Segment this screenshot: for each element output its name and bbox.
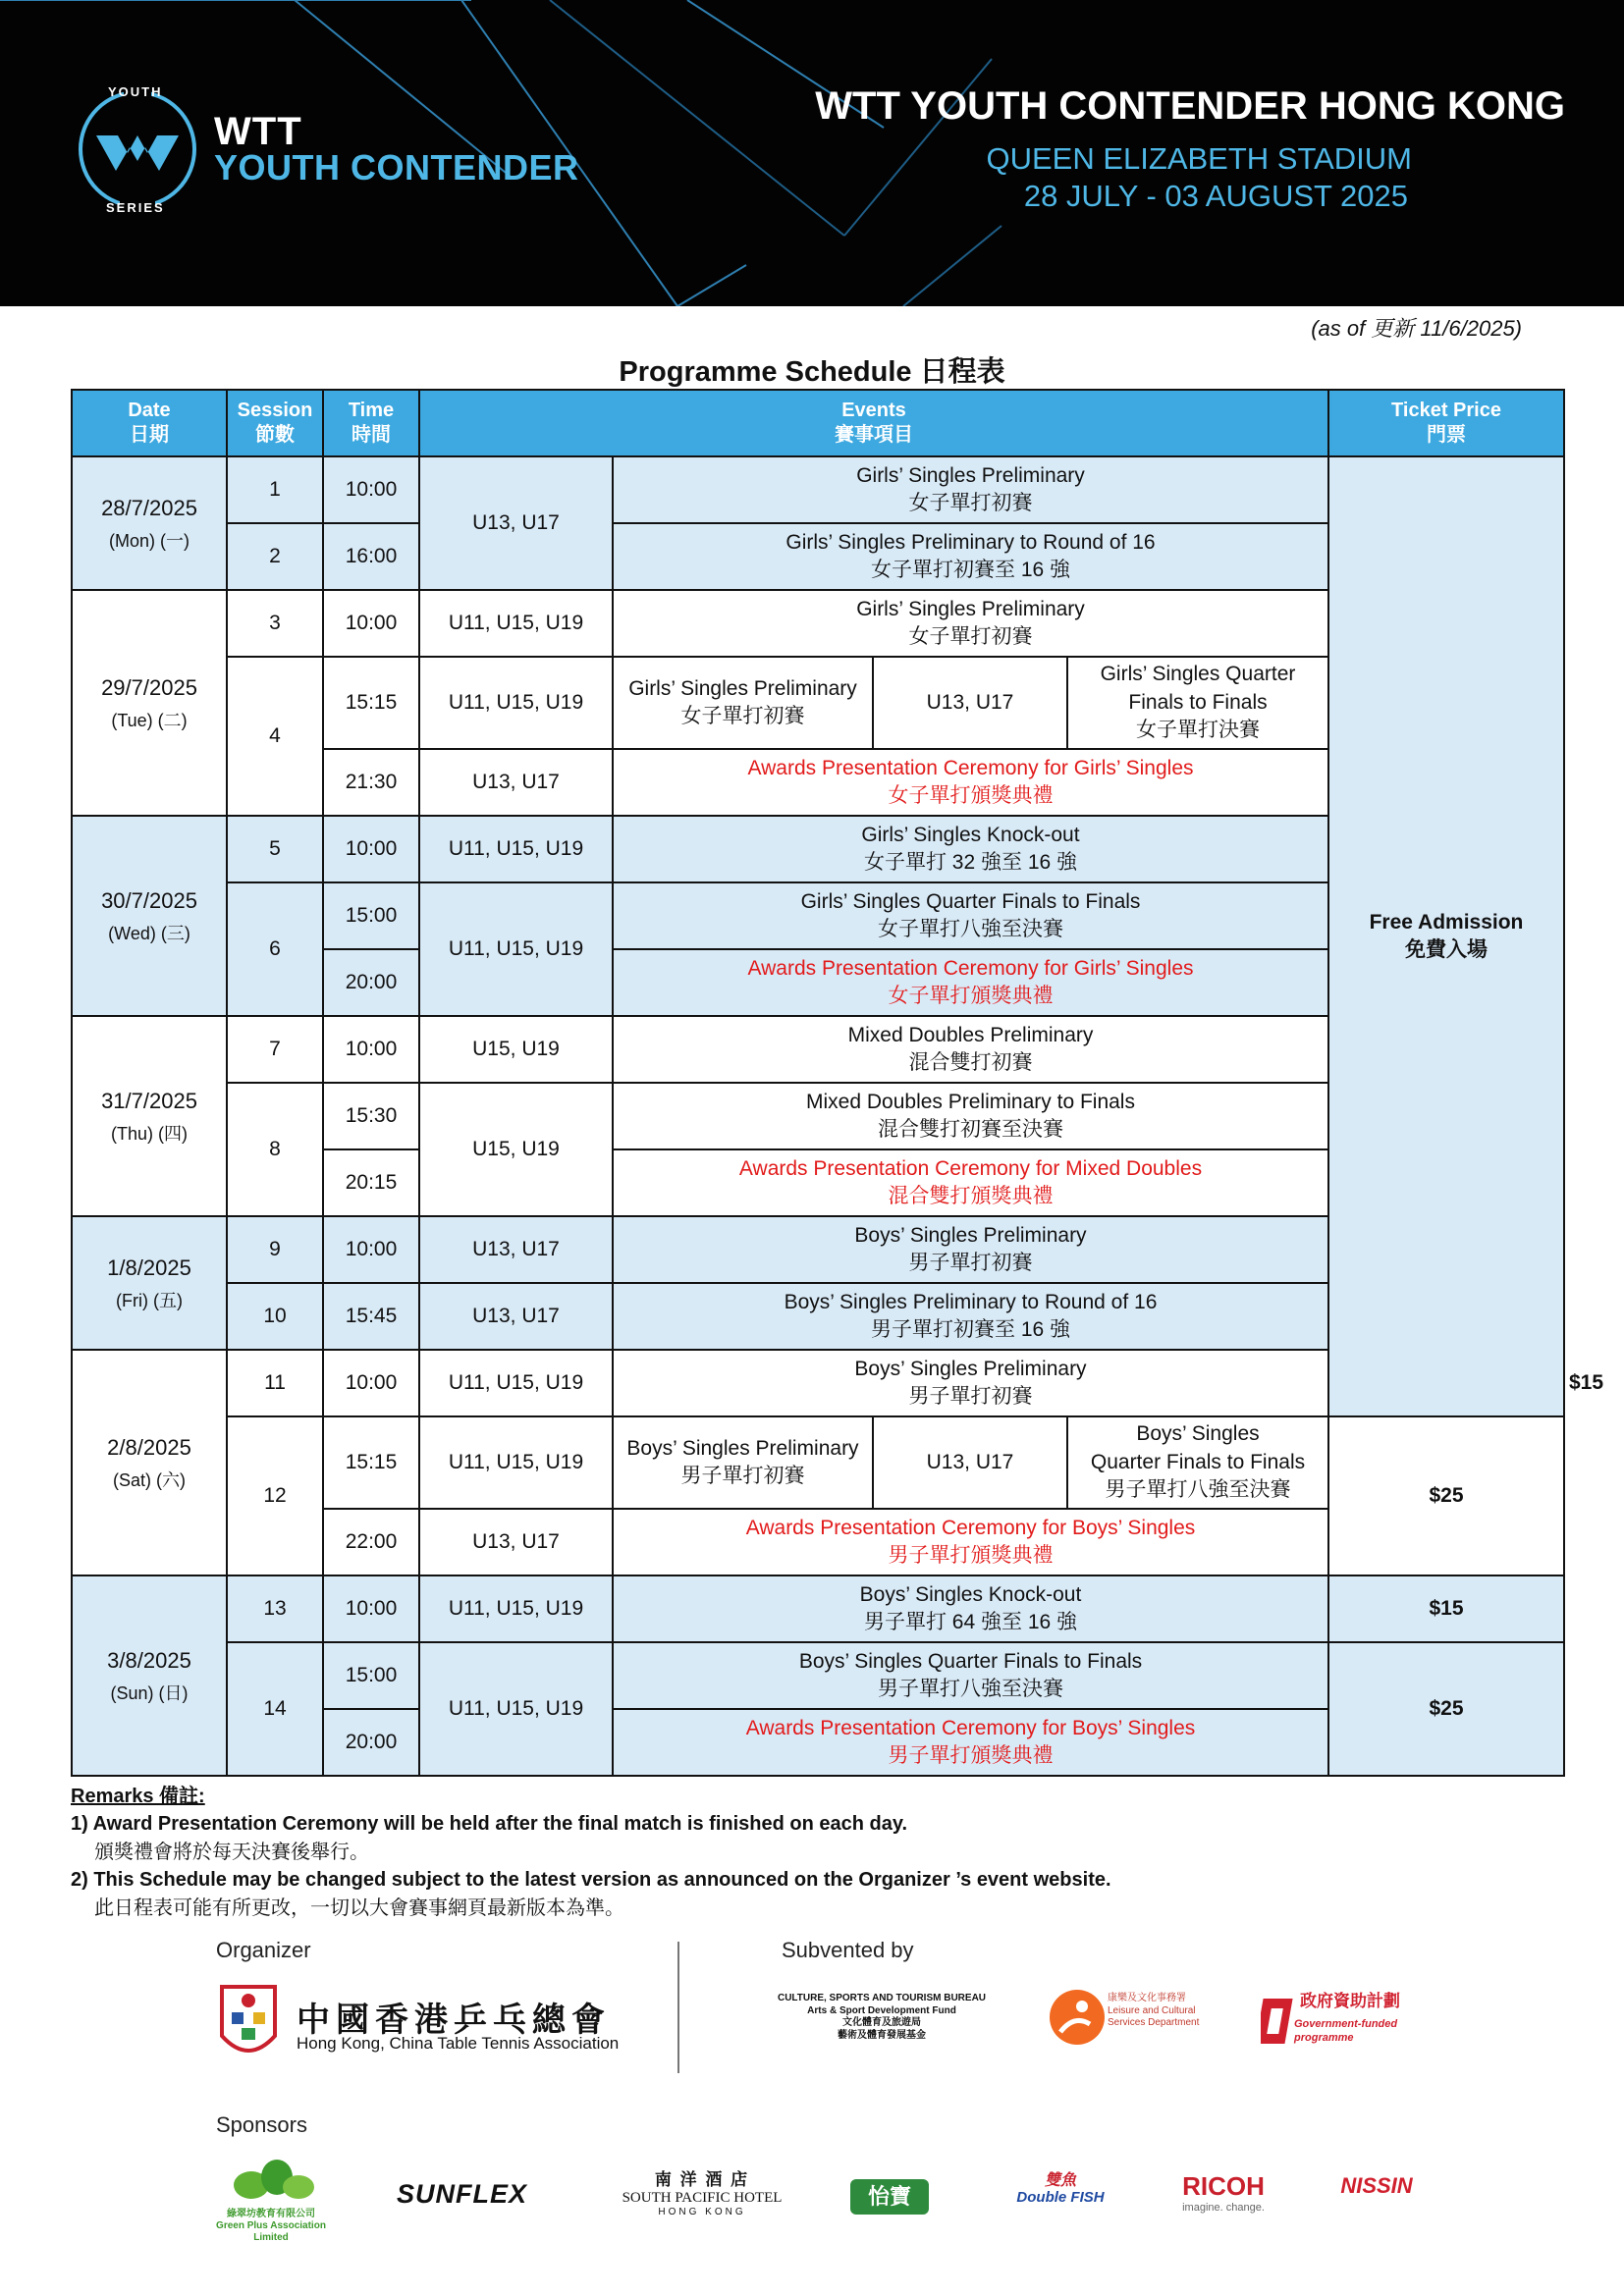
remarks-heading: Remarks 備註: xyxy=(71,1786,205,1807)
organizer-name-en: Hong Kong, China Table Tennis Association xyxy=(297,2034,620,2053)
cbest-logo: 怡寶 xyxy=(850,2179,929,2215)
header-date: Date 日期 xyxy=(72,390,227,456)
ticket-price-cell: $25 xyxy=(1328,1416,1564,1575)
date-cell: 1/8/2025 (Fri) (五) xyxy=(72,1216,227,1350)
award-event-cell: Awards Presentation Ceremony for Girls’ Singles 女子單打頒獎典禮 xyxy=(613,749,1328,816)
time-cell: 20:00 xyxy=(323,949,419,1016)
table-row xyxy=(72,1642,1564,1709)
green-plus-logo-text: 綠翠坊教育有限公司 Green Plus Association Limited xyxy=(216,2209,326,2243)
time-cell: 10:00 xyxy=(323,1350,419,1416)
time-cell: 15:30 xyxy=(323,1083,419,1149)
age-group-cell: U13, U17 xyxy=(419,749,613,816)
event-cell: Girls’ Singles Preliminary 女子單打初賽 xyxy=(613,456,1328,523)
age-group-cell: U11, U15, U19 xyxy=(419,1575,613,1642)
time-cell: 20:00 xyxy=(323,1709,419,1776)
time-cell: 10:00 xyxy=(323,456,419,523)
event-cell: Girls’ Singles Preliminary to Round of 16 女子單打初賽至 16 強 xyxy=(613,523,1328,590)
sponsors-label: Sponsors xyxy=(216,2112,307,2137)
page-title: Programme Schedule 日程表 xyxy=(619,356,1005,388)
time-cell: 20:15 xyxy=(323,1149,419,1216)
age-group-cell: U11, U15, U19 xyxy=(419,590,613,657)
session-cell: 4 xyxy=(227,657,323,816)
time-cell: 10:00 xyxy=(323,1216,419,1283)
date-cell: 28/7/2025 (Mon) (一) xyxy=(72,456,227,590)
footer-divider xyxy=(677,1942,679,2073)
table-row xyxy=(72,456,1564,523)
table-row xyxy=(72,1416,1564,1509)
session-cell: 12 xyxy=(227,1416,323,1575)
subvented-label: Subvented by xyxy=(782,1938,914,1962)
age-group-cell: U11, U15, U19 xyxy=(419,1350,613,1416)
session-cell: 2 xyxy=(227,523,323,590)
session-cell: 3 xyxy=(227,590,323,657)
remark-2-cn: 此日程表可能有所更改，一切以大會賽事網頁最新版本為準。 xyxy=(94,1896,624,1919)
age-group-cell: U11, U15, U19 xyxy=(419,657,613,749)
table-row: 2/8/2025 (Sat) (六) 11 10:00 U11, U15, U19 Boys’ Singles Preliminary 男子單打初賽 $15 xyxy=(72,1350,1564,1416)
session-cell: 1 xyxy=(227,456,323,523)
event-cell: Boys’ Singles Preliminary 男子單打初賽 xyxy=(613,1350,1328,1416)
award-event-cell: Awards Presentation Ceremony for Girls’ Singles 女子單打頒獎典禮 xyxy=(613,949,1328,1016)
nissin-logo: NISSIN xyxy=(1340,2173,1413,2198)
gov-funded-cn: 政府資助計劃 xyxy=(1300,1992,1400,2010)
ricoh-logo: RICOH imagine. change. xyxy=(1182,2171,1265,2214)
time-cell: 15:15 xyxy=(323,1416,419,1509)
event-cell: Mixed Doubles Preliminary 混合雙打初賽 xyxy=(613,1016,1328,1083)
header-banner xyxy=(0,0,1624,306)
time-cell: 10:00 xyxy=(323,1575,419,1642)
award-event-cell: Awards Presentation Ceremony for Boys’ Singles 男子單打頒獎典禮 xyxy=(613,1709,1328,1776)
remark-1-cn: 頒獎禮會將於每天決賽後舉行。 xyxy=(94,1841,369,1863)
date-cell: 3/8/2025 (Sun) (日) xyxy=(72,1575,227,1776)
time-cell: 10:00 xyxy=(323,1016,419,1083)
event-cell: Boys’ Singles Quarter Finals to Finals 男子單打八強至決賽 xyxy=(1067,1416,1328,1509)
organizer-label: Organizer xyxy=(216,1938,311,1962)
logo-wtt-text: WTT xyxy=(214,110,302,153)
double-fish-logo: 雙魚 Double FISH xyxy=(1016,2172,1105,2206)
session-cell: 14 xyxy=(227,1642,323,1776)
remarks-section xyxy=(71,1783,1111,1922)
table-row xyxy=(72,1575,1564,1642)
date-cell: 31/7/2025 (Thu) (四) xyxy=(72,1016,227,1216)
remark-2-en: 2) This Schedule may be changed subject to the latest version as announced on the Organizer ’s event website. xyxy=(71,1869,1111,1892)
age-group-cell: U11, U15, U19 xyxy=(419,1416,613,1509)
event-cell: Girls’ Singles Quarter Finals to Finals 女子單打決賽 xyxy=(1067,657,1328,749)
csb-logo: CULTURE, SPORTS AND TOURISM BUREAU Arts & Sport Development Fund 文化體育及旅遊局 藝術及體育發展基金 xyxy=(777,1993,987,2041)
age-group-cell: U15, U19 xyxy=(419,1016,613,1083)
event-cell: Girls’ Singles Preliminary 女子單打初賽 xyxy=(613,657,873,749)
sunflex-logo: SUNFLEX xyxy=(397,2179,528,2209)
time-cell: 22:00 xyxy=(323,1509,419,1575)
event-cell: Boys’ Singles Knock-out 男子單打 64 強至 16 強 xyxy=(613,1575,1328,1642)
date-cell: 30/7/2025 (Wed) (三) xyxy=(72,816,227,1016)
logo-youth-text: YOUTH xyxy=(108,84,163,99)
hkctta-logo-icon xyxy=(214,1979,283,2067)
session-cell: 7 xyxy=(227,1016,323,1083)
time-cell: 15:00 xyxy=(323,882,419,949)
south-pacific-hotel-logo: 南 洋 酒 店 SOUTH PACIFIC HOTEL HONG KONG xyxy=(622,2170,783,2217)
session-cell: 13 xyxy=(227,1575,323,1642)
event-dates: 28 JULY - 03 AUGUST 2025 xyxy=(1023,179,1408,213)
session-cell: 5 xyxy=(227,816,323,882)
age-group-cell: U11, U15, U19 xyxy=(419,816,613,882)
time-cell: 15:00 xyxy=(323,1642,419,1709)
time-cell: 16:00 xyxy=(323,523,419,590)
header-events: Events 賽事項目 xyxy=(419,390,1328,456)
ticket-free-cell: Free Admission 免費入場 xyxy=(1328,456,1564,1416)
age-group-cell: U11, U15, U19 xyxy=(419,1642,613,1776)
event-title: WTT YOUTH CONTENDER HONG KONG xyxy=(815,84,1565,128)
session-cell: 6 xyxy=(227,882,323,1016)
header-session: Session 節數 xyxy=(227,390,323,456)
age-group-cell: U15, U19 xyxy=(419,1083,613,1216)
award-event-cell: Awards Presentation Ceremony for Boys’ Singles 男子單打頒獎典禮 xyxy=(613,1509,1328,1575)
event-cell: Mixed Doubles Preliminary to Finals 混合雙打初賽至決賽 xyxy=(613,1083,1328,1149)
ticket-price-cell: $25 xyxy=(1328,1642,1564,1776)
event-cell: Girls’ Singles Preliminary 女子單打初賽 xyxy=(613,590,1328,657)
updated-date: (as of 更新 11/6/2025) xyxy=(1311,316,1522,341)
event-venue: QUEEN ELIZABETH STADIUM xyxy=(986,141,1412,176)
session-cell: 11 xyxy=(227,1350,323,1416)
time-cell: 10:00 xyxy=(323,590,419,657)
award-event-cell: Awards Presentation Ceremony for Mixed Doubles 混合雙打頒獎典禮 xyxy=(613,1149,1328,1216)
event-cell: Boys’ Singles Preliminary to Round of 16 男子單打初賽至 16 強 xyxy=(613,1283,1328,1350)
remark-1-en: 1) Award Presentation Ceremony will be held after the final match is finished on each day. xyxy=(71,1813,908,1836)
header-time: Time 時間 xyxy=(323,390,419,456)
event-cell: Girls’ Singles Quarter Finals to Finals 女子單打八強至決賽 xyxy=(613,882,1328,949)
event-cell: Boys’ Singles Preliminary 男子單打初賽 xyxy=(613,1216,1328,1283)
time-cell: 10:00 xyxy=(323,816,419,882)
event-cell: Boys’ Singles Quarter Finals to Finals 男子單打八強至決賽 xyxy=(613,1642,1328,1709)
event-cell: Girls’ Singles Knock-out 女子單打 32 強至 16 強 xyxy=(613,816,1328,882)
date-cell: 29/7/2025 (Tue) (二) xyxy=(72,590,227,816)
organizer-name-cn: 中國香港乒乓總會 xyxy=(297,2002,611,2039)
date-cell: 2/8/2025 (Sat) (六) xyxy=(72,1350,227,1575)
green-plus-logo-icon xyxy=(216,2156,326,2207)
header-ticket: Ticket Price 門票 xyxy=(1328,390,1564,456)
age-group-cell: U13, U17 xyxy=(419,456,613,590)
table-header-row xyxy=(72,390,1564,456)
age-group-cell: U11, U15, U19 xyxy=(419,882,613,1016)
time-cell: 15:15 xyxy=(323,657,419,749)
session-cell: 9 xyxy=(227,1216,323,1283)
age-group-cell: U13, U17 xyxy=(419,1283,613,1350)
lcsd-logo-text: 康樂及文化事務署 Leisure and Cultural Services Department xyxy=(1108,1993,1200,2028)
session-cell: 10 xyxy=(227,1283,323,1350)
age-group-cell: U13, U17 xyxy=(873,1416,1067,1509)
session-cell: 8 xyxy=(227,1083,323,1216)
age-group-cell: U13, U17 xyxy=(419,1509,613,1575)
age-group-cell: U13, U17 xyxy=(873,657,1067,749)
gov-funded-en: Government-funded programme xyxy=(1294,2018,1398,2044)
lcsd-logo-icon xyxy=(1045,1985,1110,2050)
age-group-cell: U13, U17 xyxy=(419,1216,613,1283)
event-cell: Boys’ Singles Preliminary 男子單打初賽 xyxy=(613,1416,873,1509)
logo-series-text: SERIES xyxy=(106,200,165,215)
wtt-logo-icon xyxy=(75,86,200,212)
time-cell: 15:45 xyxy=(323,1283,419,1350)
schedule-table xyxy=(71,389,1604,1777)
logo-youth-contender-text: YOUTH CONTENDER xyxy=(214,147,579,187)
time-cell: 21:30 xyxy=(323,749,419,816)
ticket-price-cell: $15 xyxy=(1328,1575,1564,1642)
